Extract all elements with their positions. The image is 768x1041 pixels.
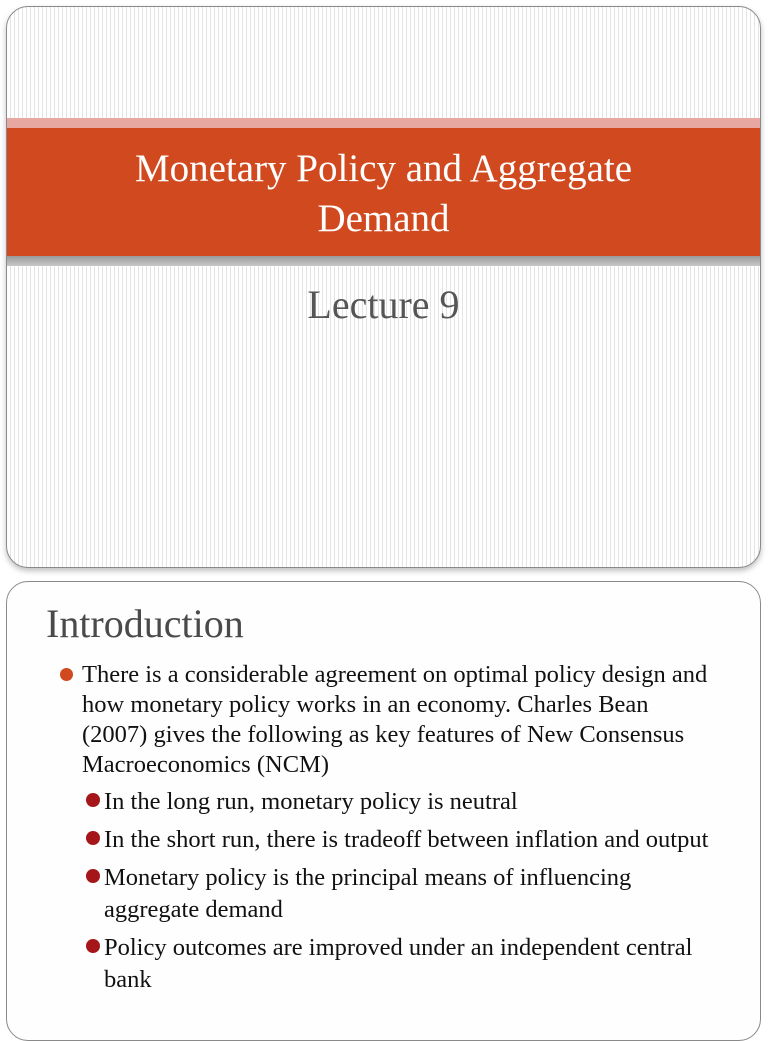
sub-bullet-text: In the short run, there is tradeoff between inflation and output (104, 826, 709, 853)
shadow-stripe (7, 256, 760, 266)
slide-title: Monetary Policy and Aggregate Demand (134, 147, 633, 240)
sub-bullet-item (58, 824, 718, 856)
sub-bullet-dot-icon (86, 793, 100, 807)
sub-bullet-item (58, 932, 718, 996)
sub-bullet-text: Policy outcomes are improved under an independent central bank (104, 934, 693, 993)
bullet-list (58, 660, 718, 996)
sub-bullet-text: Monetary policy is the principal means of influencing aggregate demand (104, 864, 632, 923)
sub-bullet-item (58, 862, 718, 926)
content-slide (6, 581, 761, 1041)
title-slide (6, 6, 761, 568)
slide-subtitle: Lecture 9 (307, 282, 460, 327)
sub-bullet-dot-icon (86, 869, 100, 883)
title-banner (7, 128, 760, 256)
accent-stripe (7, 118, 760, 128)
sub-bullet-dot-icon (86, 831, 100, 845)
sub-bullet-text: In the long run, monetary policy is neutral (104, 788, 518, 815)
sub-bullet-item (58, 786, 718, 818)
bullet-dot-icon (60, 668, 73, 681)
section-heading: Introduction (46, 601, 244, 646)
bullet-item (58, 660, 718, 780)
sub-bullet-dot-icon (86, 939, 100, 953)
bullet-text: There is a considerable agreement on optimal policy design and how monetary policy works in an economy. Charles Bean (2007) gives the following as key features of New Consensus Macroeconomics (NCM) (82, 661, 708, 778)
